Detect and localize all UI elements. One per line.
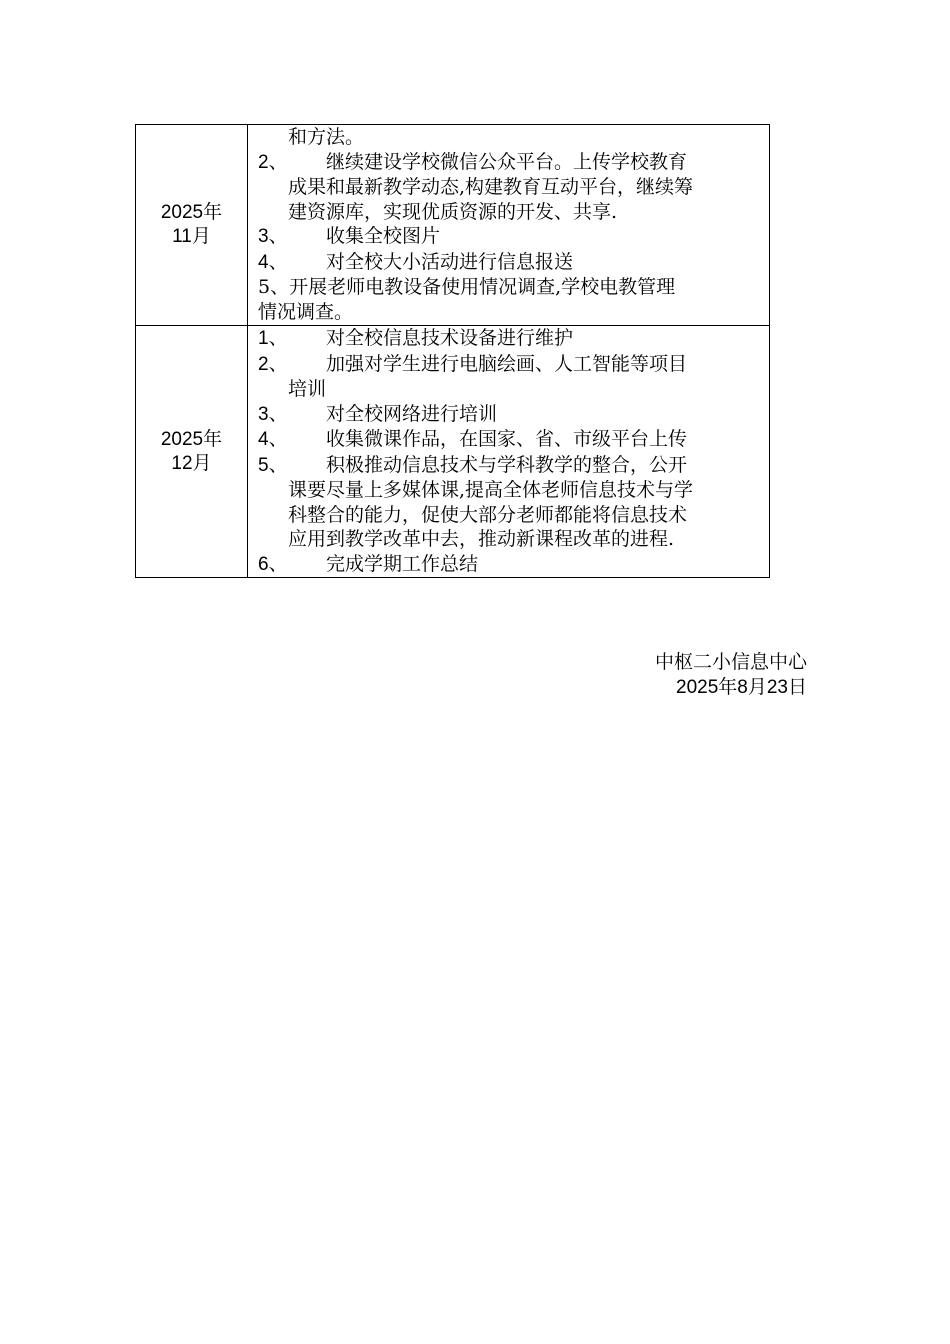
plan-item-line	[258, 125, 761, 150]
plan-item-line	[258, 377, 761, 402]
plan-item-text: 积极推动信息技术与学科教学的整合，公开	[326, 453, 688, 476]
plan-item-line	[258, 224, 761, 250]
plan-item-line	[258, 427, 761, 453]
plan-item-number: 1、	[258, 328, 288, 349]
plan-date-month: 11月	[172, 226, 211, 247]
plan-item-text: 5、开展老师电教设备使用情况调查,学校电教管理	[258, 276, 676, 298]
plan-item-line	[258, 150, 761, 176]
plan-row	[136, 125, 770, 326]
plan-item-text: 完成学期工作总结	[326, 552, 479, 575]
plan-item-text: 收集微课作品，在国家、省、市级平台上传	[326, 428, 688, 450]
plan-item-line	[258, 402, 761, 428]
plan-item-line	[258, 175, 761, 200]
plan-item-text: 和方法。	[288, 126, 365, 148]
plan-date-month: 12月	[171, 452, 212, 474]
plan-item-text: 加强对学生进行电脑绘画、人工智能等项目	[326, 352, 688, 375]
signature-organization: 中枢二小信息中心	[654, 651, 807, 673]
plan-item-number: 4、	[258, 251, 288, 273]
plan-item-line	[258, 200, 761, 225]
plan-item-text: 培训	[288, 378, 327, 400]
plan-item-line	[258, 352, 761, 378]
plan-item-text: 对全校网络进行培训	[326, 402, 498, 425]
plan-item-number: 3、	[258, 403, 288, 425]
plan-item-text: 应用到教学改革中去，推动新课程改革的进程.	[288, 528, 675, 550]
plan-item-line	[258, 478, 761, 503]
plan-item-line	[258, 503, 761, 528]
plan-item-number: 3、	[258, 226, 288, 247]
signature-date: 2025年8月23日	[676, 677, 807, 698]
plan-items-cell	[248, 125, 770, 326]
signature-block	[655, 650, 807, 700]
plan-item-line	[258, 326, 761, 352]
plan-item-number: 4、	[258, 429, 288, 450]
plan-item-number: 6、	[258, 553, 288, 575]
plan-items-cell	[248, 326, 770, 578]
work-plan-table	[135, 124, 770, 578]
plan-date-cell	[136, 326, 248, 578]
plan-row	[136, 326, 770, 578]
plan-item-line	[258, 275, 761, 300]
plan-item-line	[258, 527, 761, 552]
plan-item-text: 成果和最新教学动态,构建教育互动平台，继续筹	[288, 176, 694, 198]
plan-item-line	[258, 453, 761, 479]
plan-item-text: 继续建设学校微信公众平台。上传学校教育	[326, 150, 688, 173]
plan-date-cell	[136, 125, 248, 326]
plan-item-line	[258, 300, 761, 325]
plan-date-year: 2025年	[160, 202, 223, 223]
plan-item-line	[258, 250, 761, 276]
plan-item-text: 科整合的能力，促使大部分老师都能将信息技术	[288, 503, 688, 526]
plan-date-year: 2025年	[160, 428, 223, 450]
plan-item-number: 5、	[258, 454, 288, 476]
plan-item-number: 2、	[258, 353, 288, 375]
plan-item-text: 情况调查。	[258, 300, 354, 323]
plan-item-line	[258, 552, 761, 578]
plan-item-text: 建资源库，实现优质资源的开发、共享.	[288, 200, 618, 223]
plan-item-text: 收集全校图片	[326, 225, 441, 247]
plan-item-text: 对全校信息技术设备进行维护	[326, 327, 574, 349]
plan-item-text: 对全校大小活动进行信息报送	[326, 250, 574, 273]
plan-item-number: 2、	[258, 151, 288, 173]
work-plan-table-body	[136, 125, 770, 578]
plan-item-text: 课要尽量上多媒体课,提高全体老师信息技术与学	[288, 479, 694, 501]
